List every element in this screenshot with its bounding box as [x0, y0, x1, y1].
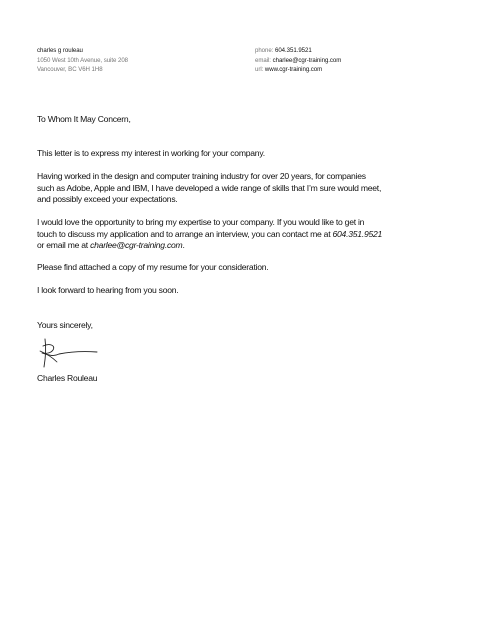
paragraph-line: [37, 240, 382, 252]
paragraph-followup: I look forward to hearing from you soon.: [37, 285, 179, 295]
contact-phone: 604.351.9521: [332, 228, 383, 239]
greeting: To Whom It May Concern,: [37, 114, 131, 124]
signature-image: [37, 337, 99, 369]
url-line: [255, 65, 465, 75]
phone-line: [255, 46, 465, 56]
sender-name: charles g rouleau: [37, 47, 83, 54]
paragraph-line: Having worked in the design and computer training industry for over 20 years, for companies: [37, 171, 366, 181]
contact-email: charlee@cgr-training.com: [90, 240, 183, 251]
email-label: email:: [255, 56, 271, 64]
paragraph-line: I would love the opportunity to bring my expertise to your company. If you would like to get in: [37, 217, 365, 227]
sentence-end: .: [182, 240, 185, 251]
email-value: charlee@cgr-training.com: [272, 56, 342, 64]
signer-name: Charles Rouleau: [37, 373, 98, 383]
url-value: www.cgr-training.com: [264, 66, 323, 73]
sender-address-line-2: Vancouver, BC V6H 1H8: [37, 66, 103, 73]
closing: Yours sincerely,: [37, 320, 93, 330]
contact-text: touch to discuss my application and to arrange an interview, you can contact me at: [37, 228, 333, 239]
contact-block: [255, 46, 465, 75]
paragraph-line: [37, 229, 382, 241]
paragraph-line: and possibly exceed your expectations.: [37, 194, 178, 205]
paragraph-line: such as Adobe, Apple and IBM, I have developed a wide range of skills that I’m sure would meet,: [37, 182, 382, 193]
paragraph-contact: [37, 217, 382, 252]
phone-value: 604.351.9521: [275, 47, 312, 54]
paragraph-experience: [37, 171, 381, 206]
sender-block: [37, 46, 237, 75]
sender-address-line-1: 1050 West 10th Avenue, suite 208: [37, 56, 129, 64]
url-label: url:: [255, 66, 264, 73]
paragraph-attachment: Please find attached a copy of my resume for your consideration.: [37, 262, 269, 272]
email-text: or email me at: [37, 240, 91, 251]
paragraph-intro: This letter is to express my interest in working for your company.: [37, 148, 265, 158]
email-line: [255, 56, 465, 66]
phone-label: phone:: [255, 47, 274, 54]
